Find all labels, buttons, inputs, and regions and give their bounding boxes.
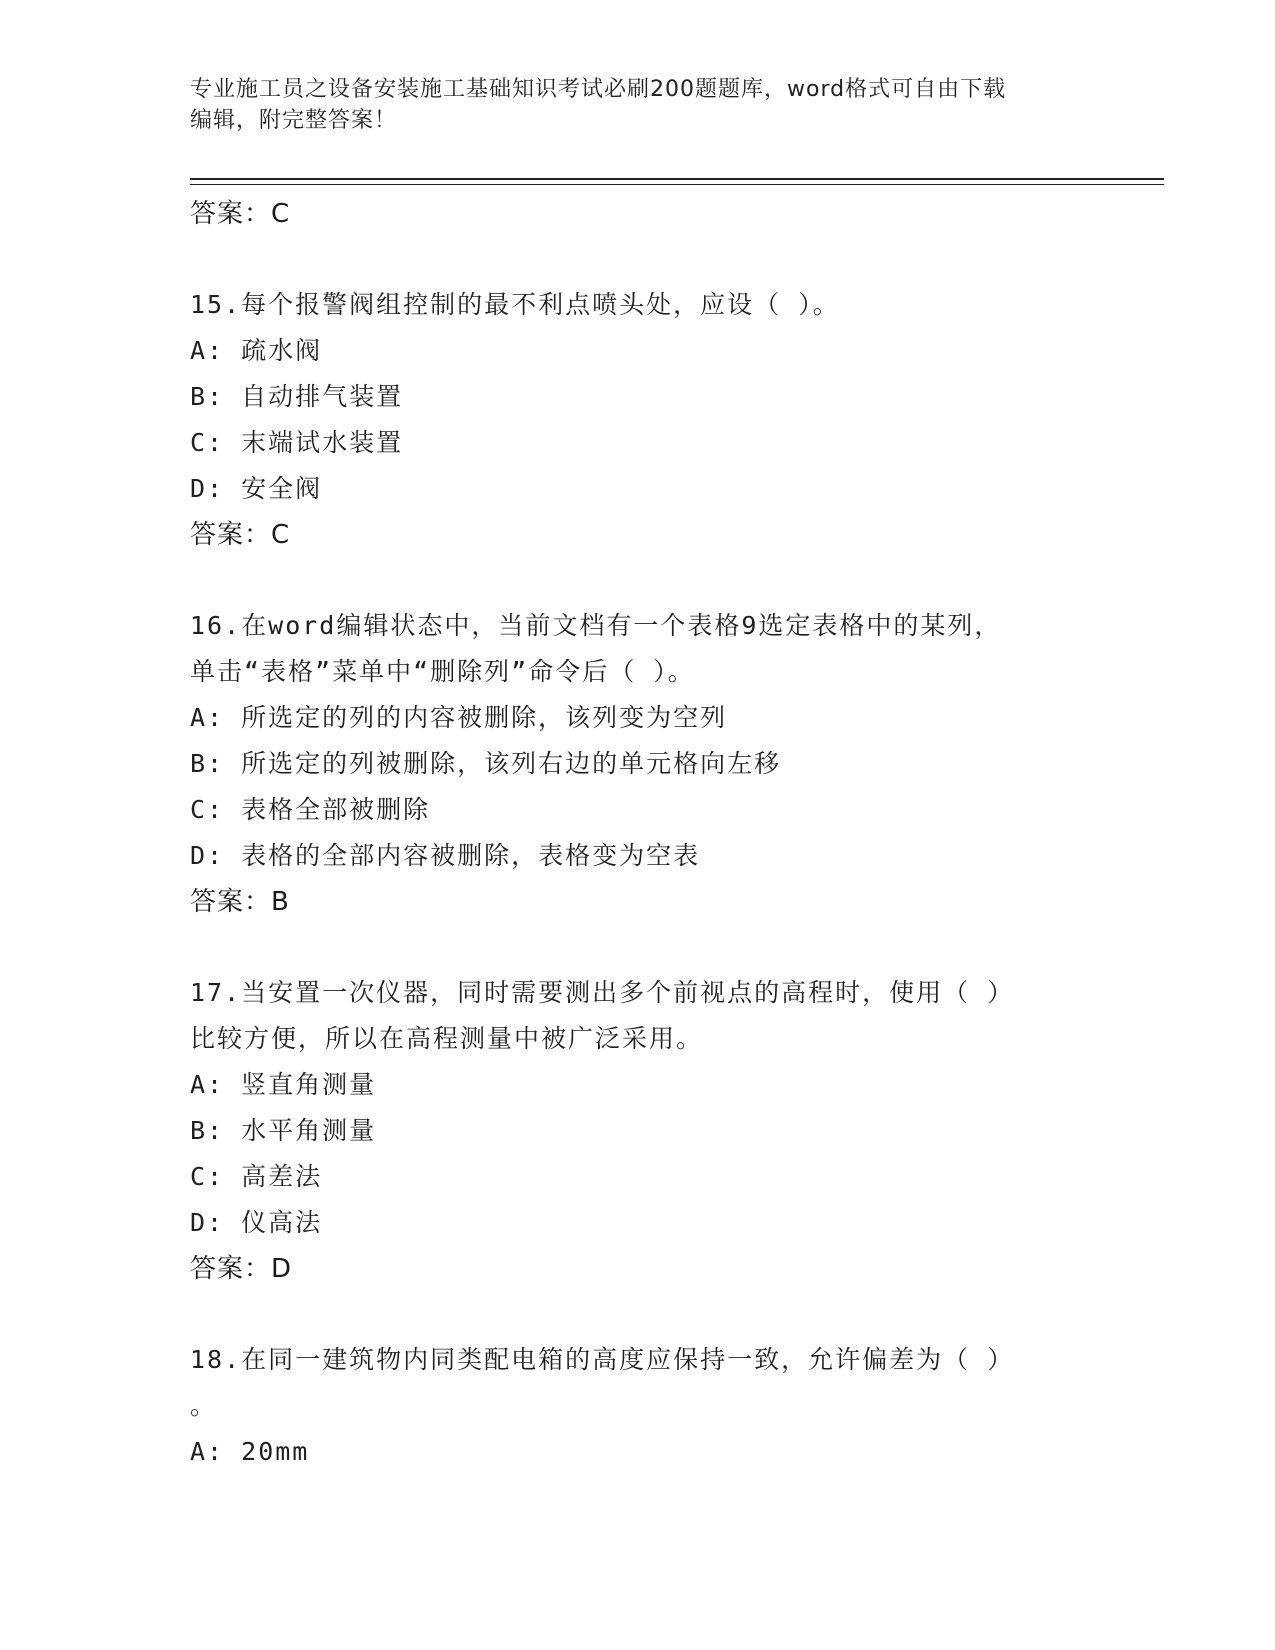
spacer	[190, 925, 1090, 970]
question-17-option-c: C: 高差法	[190, 1162, 323, 1191]
question-16	[190, 603, 1090, 925]
question-17	[190, 970, 1090, 1292]
question-15	[190, 282, 1090, 558]
question-17-text-line-2: 比较方便，所以在高程测量中被广泛采用。	[190, 1024, 704, 1053]
question-16-option-a: A: 所选定的列的内容被删除，该列变为空列	[190, 703, 728, 732]
question-list	[190, 191, 1090, 1475]
question-18-text-line-1: 18.在同一建筑物内同类配电箱的高度应保持一致，允许偏差为（ ）	[190, 1345, 1015, 1374]
question-16-text-line-1: 16.在word编辑状态中，当前文档有一个表格9选定表格中的某列，	[190, 611, 1002, 640]
question-16-text-line-2: 单击“表格”菜单中“删除列”命令后（ ）。	[190, 657, 695, 686]
question-17-answer: 答案：D	[190, 1254, 293, 1284]
header-rule-thin	[190, 184, 1164, 185]
question-17-option-a: A: 竖直角测量	[190, 1070, 377, 1099]
spacer	[190, 558, 1090, 603]
question-16-option-b: B: 所选定的列被删除，该列右边的单元格向左移	[190, 749, 782, 778]
question-17-option-d: D: 仪高法	[190, 1208, 323, 1237]
header-title-line-1: 专业施工员之设备安装施工基础知识考试必刷200题题库，word格式可自由下载	[190, 77, 1007, 102]
question-15-answer: 答案：C	[190, 520, 291, 550]
question-18-text-line-2: 。	[190, 1391, 218, 1420]
question-16-option-c: C: 表格全部被删除	[190, 795, 431, 824]
header-rule-thick	[190, 178, 1164, 180]
document-header	[190, 74, 1090, 136]
question-15-option-c: C: 末端试水装置	[190, 428, 404, 457]
question-15-option-b: B: 自动排气装置	[190, 382, 404, 411]
question-18	[190, 1337, 1090, 1475]
header-title-line-2: 编辑，附完整答案！	[190, 108, 398, 133]
question-15-option-d: D: 安全阀	[190, 474, 323, 503]
question-15-text: 15.每个报警阀组控制的最不利点喷头处，应设（ ）。	[190, 290, 840, 319]
question-16-option-d: D: 表格的全部内容被删除，表格变为空表	[190, 841, 701, 870]
question-17-option-b: B: 水平角测量	[190, 1116, 377, 1145]
spacer	[190, 237, 1090, 282]
question-17-text-line-1: 17.当安置一次仪器，同时需要测出多个前视点的高程时，使用（ ）	[190, 978, 1015, 1007]
previous-answer: 答案：C	[190, 199, 291, 229]
question-18-option-a: A: 20mm	[190, 1437, 310, 1466]
question-15-option-a: A: 疏水阀	[190, 336, 323, 365]
spacer	[190, 1292, 1090, 1337]
question-16-answer: 答案：B	[190, 887, 290, 917]
